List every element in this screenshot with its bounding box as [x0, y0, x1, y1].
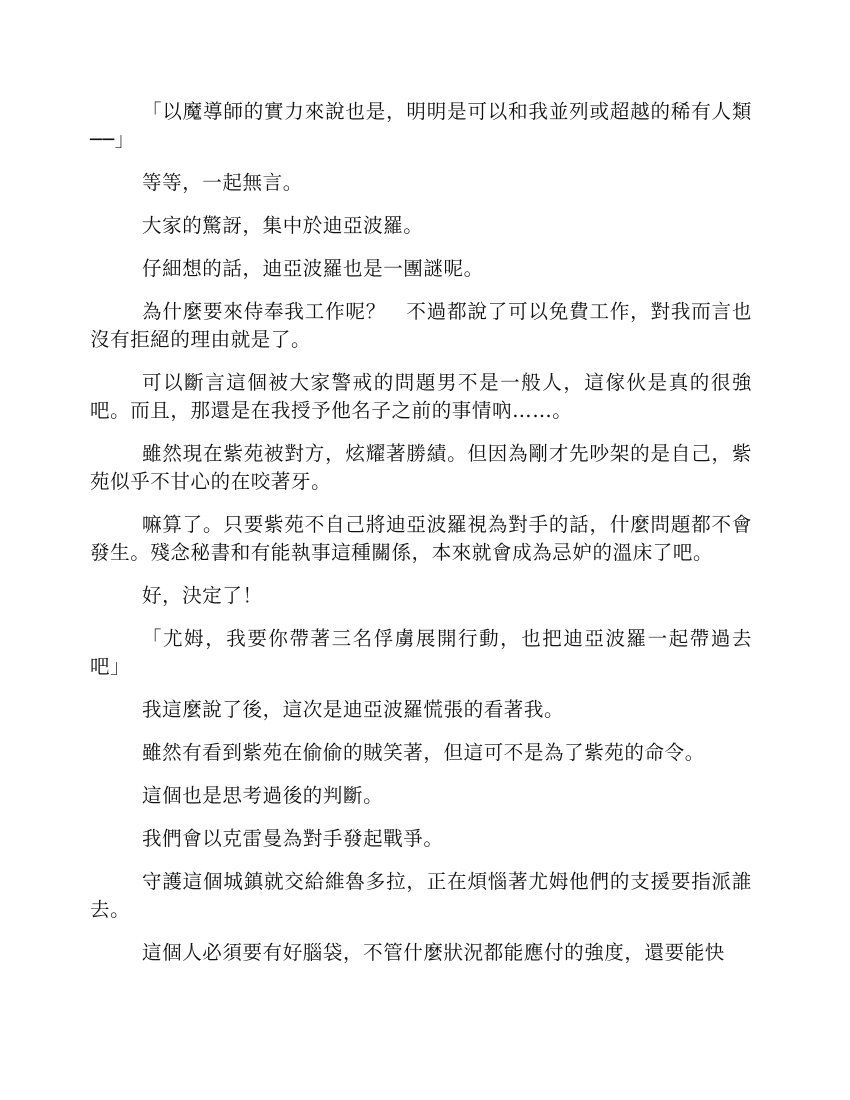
paragraph: 可以斷言這個被大家警戒的問題男不是一般人，這傢伙是真的很強吧。而且，那還是在我授予他名子之前的事情吶……。: [90, 371, 752, 422]
paragraph: 這個人必須要有好腦袋，不管什麼狀況都能應付的強度，還要能快: [142, 941, 725, 964]
paragraph: 「以魔導師的實力來說也是，明明是可以和我並列或超越的稀有人類──」: [90, 100, 752, 151]
paragraph: 嘛算了。只要紫苑不自己將迪亞波羅視為對手的話，什麼問題都不會發生。殘念秘書和有能執事這種關係，本來就會成為忌妒的溫床了吧。: [90, 513, 752, 564]
paragraph: 「尤姆，我要你帶著三名俘虜展開行動，也把迪亞波羅一起帶過去吧」: [90, 627, 752, 678]
paragraph: 我這麼說了後，這次是迪亞波羅慌張的看著我。: [142, 698, 565, 721]
paragraph: 好，決定了！: [142, 584, 263, 607]
paragraph: 我們會以克雷曼為對手發起戰爭。: [142, 827, 444, 850]
paragraph: 雖然現在紫苑被對方，炫耀著勝績。但因為剛才先吵架的是自己，紫苑似乎不甘心的在咬著牙。: [90, 442, 752, 493]
paragraph: 雖然有看到紫苑在偷偷的賊笑著，但這可不是為了紫苑的命令。: [142, 741, 705, 764]
paragraph: 這個也是思考過後的判斷。: [142, 784, 384, 807]
paragraph: 仔細想的話，迪亞波羅也是一團謎呢。: [142, 257, 484, 280]
paragraph: 大家的驚訝，集中於迪亞波羅。: [142, 214, 424, 237]
paragraph: 守護這個城鎮就交給維魯多拉，正在煩惱著尤姆他們的支援要指派誰去。: [90, 870, 752, 921]
paragraph: 為什麼要來侍奉我工作呢？ 不過都說了可以免費工作，對我而言也沒有拒絕的理由就是了。: [90, 300, 752, 351]
document-body: [90, 98, 752, 982]
paragraph: 等等，一起無言。: [142, 171, 303, 194]
